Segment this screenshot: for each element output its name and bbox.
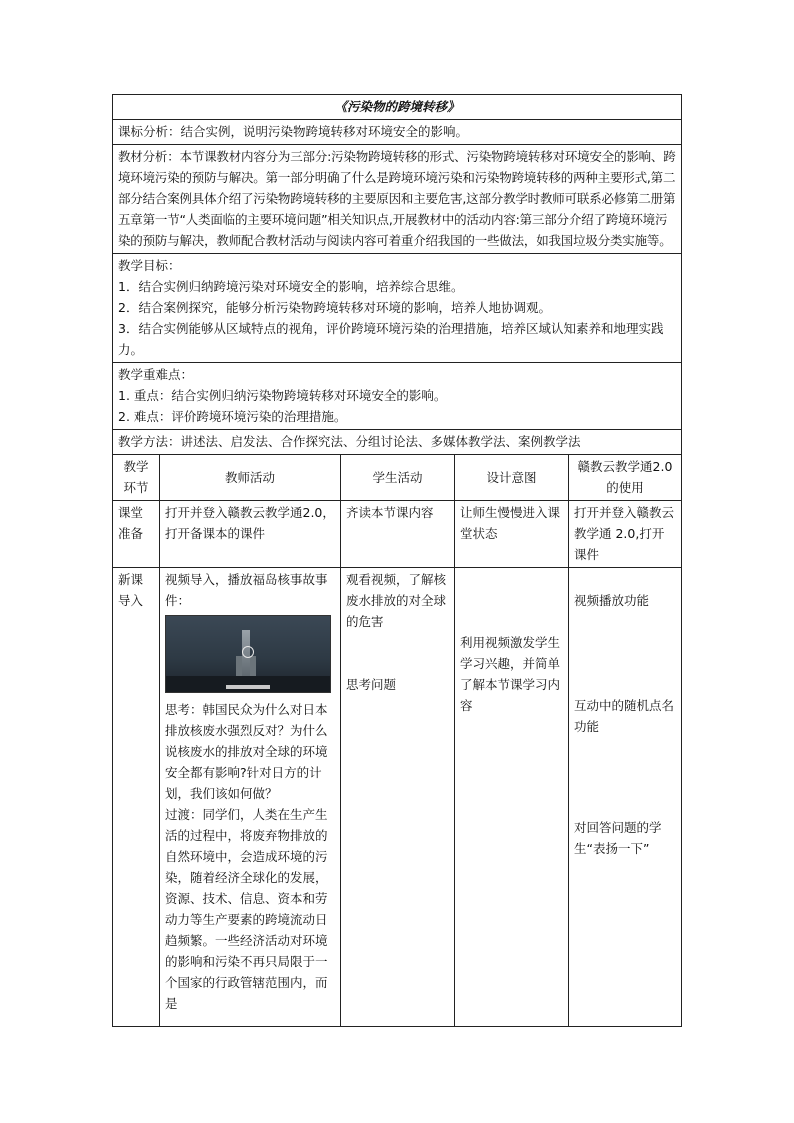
platform-random-call: 互动中的随机点名功能: [574, 698, 675, 734]
transition-text: 过渡：同学们，人类在生产生活的过程中，将废弃物排放的自然环境中，会造成环境的污染，随着经济全球化的发展，资源、技术、信息、资本和劳动力等生产要素的跨境流动日趋频繁。一些经济活动对环境的影响和污染不再只局限于一个国家的行政管辖范围内，而是: [165, 807, 328, 1011]
textbook-analysis: 教材分析：本节课教材内容分为三部分:污染物跨境转移的形式、污染物跨境转移对环境安全的影响、跨境环境污染的预防与解决。第一部分明确了什么是跨境环境污染和污染物跨境转移的两种主要形式,第二部分结合案例具体介绍了污染物跨境转移的主要原因和主要危害,这部分教学时教师可联系必修第二册第五章第一节“人类面临的主要环境问题”相关知识点,开展教材中的活动内容:第三部分介绍了跨境环境污染的预防与解决，教师配合教材活动与阅读内容可着重介绍我国的一些做法，如我国垃圾分类实施等。: [113, 145, 682, 254]
document-title: 《污染物的跨境转移》: [113, 95, 682, 120]
platform-praise: 对回答问题的学生“表扬一下”: [574, 820, 662, 856]
platform-video-play: 视频播放功能: [574, 593, 650, 608]
key-point-item: 2. 难点：评价跨境环境污染的治理措施。: [118, 409, 347, 424]
thinking-questions: 思考：韩国民众为什么对日本排放核废水强烈反对？为什么说核废水的排放对全球的环境安全都有影响?针对日方的计划，我们该如何做？: [165, 702, 328, 801]
objective-item: 1．结合实例归纳跨境污染对环境安全的影响，培养综合思维。: [118, 279, 464, 294]
stage-cell: 新课导入: [113, 568, 160, 1027]
student-activity-cell: 齐读本节课内容: [341, 501, 455, 568]
key-point-item: 1. 重点：结合实例归纳污染物跨境转移对环境安全的影响。: [118, 388, 447, 403]
student-activity-cell: [341, 568, 455, 1027]
objective-item: 3．结合实例能够从区域特点的视角，评价跨境环境污染的治理措施，培养区域认知素养和地理实践力。: [118, 321, 664, 357]
header-design-intent: 设计意图: [455, 455, 569, 501]
platform-usage-cell: [569, 568, 682, 1027]
design-intent-cell: [455, 568, 569, 1027]
video-thumbnail[interactable]: [165, 615, 331, 693]
key-difficult-points: [113, 363, 682, 430]
objectives-heading: 教学目标：: [118, 258, 181, 273]
design-intent-text: 利用视频激发学生学习兴趣，并简单了解本节课学习内容: [460, 635, 561, 713]
teacher-activity-cell: [160, 568, 341, 1027]
table-row: [113, 568, 682, 1027]
header-stage: 教学环节: [113, 455, 160, 501]
header-teacher-activity: 教师活动: [160, 455, 341, 501]
video-caption-bar: [226, 685, 270, 689]
student-activity-think: 思考问题: [346, 677, 397, 692]
video-intro-text: 视频导入，播放福岛核事故事件：: [165, 572, 328, 608]
header-student-activity: 学生活动: [341, 455, 455, 501]
play-icon[interactable]: [242, 646, 254, 658]
curriculum-analysis: 课标分析：结合实例，说明污染物跨境转移对环境安全的影响。: [113, 120, 682, 145]
platform-usage-cell: 打开并登入赣教云教学通 2.0,打开课件: [569, 501, 682, 568]
lesson-plan-page: [112, 94, 681, 1027]
video-scene: [166, 676, 330, 692]
student-activity-watch: 观看视频，了解核废水排放的对全球的危害: [346, 572, 447, 629]
teaching-objectives: [113, 254, 682, 363]
stage-cell: 课堂准备: [113, 501, 160, 568]
objective-item: 2．结合案例探究，能够分析污染物跨境转移对环境的影响，培养人地协调观。: [118, 300, 551, 315]
table-row: [113, 501, 682, 568]
lesson-plan-table: [112, 94, 682, 1027]
header-platform-usage: 赣教云教学通2.0的使用: [569, 455, 682, 501]
teaching-methods: 教学方法：讲述法、启发法、合作探究法、分组讨论法、多媒体教学法、案例教学法: [113, 430, 682, 455]
teacher-activity-cell: 打开并登入赣教云教学通2.0，打开备课本的课件: [160, 501, 341, 568]
design-intent-cell: 让师生慢慢进入课堂状态: [455, 501, 569, 568]
key-points-heading: 教学重难点：: [118, 367, 194, 382]
